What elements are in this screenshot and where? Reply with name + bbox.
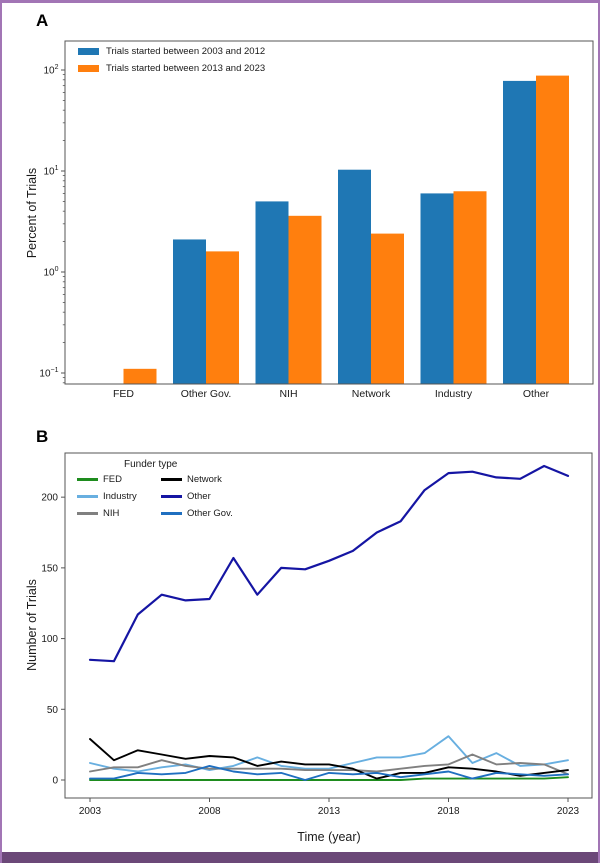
x-tick-label: 2018	[437, 806, 460, 817]
legend-item-label: Industry	[103, 491, 137, 502]
y-tick-label: 50	[46, 704, 58, 716]
y-tick-label: $10^1$	[43, 165, 59, 178]
fed-line-swatch	[77, 478, 98, 481]
y-tick-label: 100	[41, 634, 58, 646]
y-tick-label: $10^2$	[43, 64, 59, 77]
legend-item-label: Other Gov.	[187, 508, 233, 519]
x-category-label: Network	[351, 388, 391, 400]
network-line-swatch	[161, 478, 182, 481]
legend-item	[78, 60, 265, 77]
footer-bar	[2, 852, 598, 863]
panel-a-legend	[78, 43, 265, 77]
legend-item-label: FED	[103, 474, 122, 485]
x-tick-label: 2003	[78, 806, 102, 817]
x-category-label: FED	[113, 388, 134, 400]
y-tick-label: 150	[41, 563, 58, 575]
legend-title: Funder type	[124, 459, 178, 470]
panel-b-y-axis-label: Number of Trials	[25, 579, 39, 671]
industry-line-swatch	[77, 495, 98, 498]
other-line-swatch	[161, 495, 182, 498]
y-tick-label: 0	[52, 775, 58, 787]
series-2013-2023-swatch	[78, 65, 99, 72]
x-tick-label: 2008	[198, 806, 221, 817]
y-tick-label: $10^{-1}$	[39, 367, 59, 380]
y-tick-label: 200	[41, 492, 58, 504]
x-category-label: NIH	[279, 388, 298, 400]
x-category-label: Other Gov.	[180, 388, 232, 400]
x-category-label: Other	[522, 388, 550, 400]
series-2003-2012-swatch	[78, 48, 99, 55]
legend-item	[78, 43, 265, 60]
panel-b-x-axis-label: Time (year)	[297, 830, 361, 844]
legend-item-label: NIH	[103, 508, 120, 519]
panel-a-y-axis-label: Percent of Trials	[25, 167, 39, 259]
panel-b-legend	[77, 459, 267, 519]
panel-b-line-chart	[2, 3, 600, 863]
legend-item-label: Trials started between 2003 and 2012	[106, 46, 266, 57]
panel-a-label: A	[36, 11, 49, 30]
x-category-label: Industry	[434, 388, 473, 400]
y-tick-label: $10^0$	[43, 266, 59, 279]
nih-line-swatch	[77, 512, 98, 515]
legend-item-label: Other	[187, 491, 211, 502]
other-gov-line-swatch	[161, 512, 182, 515]
x-tick-label: 2013	[317, 806, 341, 817]
panel-b-label: B	[36, 427, 49, 446]
legend-item-label: Network	[187, 474, 222, 485]
line-fed	[90, 777, 568, 780]
legend-item-label: Trials started between 2013 and 2023	[106, 63, 266, 74]
x-tick-label: 2023	[556, 806, 580, 817]
